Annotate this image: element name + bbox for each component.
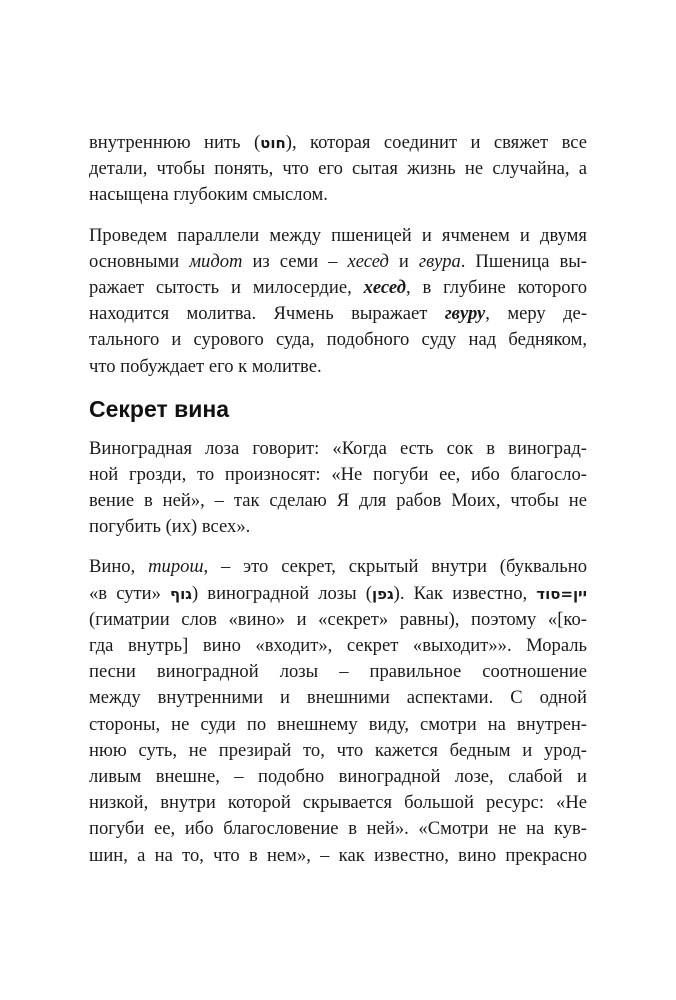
hebrew-word: גפן [371,584,394,603]
text-run: , меру де- [485,303,588,325]
text-line: (гиматрии слов «вино» и «секрет» равны), поэтому «[ко- [89,608,587,630]
text-line: тального и сурового суда, подобного суду над бедняком, [89,329,587,351]
text-run: основными [89,250,190,272]
text-line: нюю суть, не презирай то, что кажется бедным и урод- [89,739,587,761]
text-line [89,249,587,275]
text-line: шин, а на то, что в нем», – как известно, вино прекрасно [89,844,587,866]
text-line: что побуждает его к молитве. [89,355,322,377]
text-run: ). Как известно, [393,582,537,604]
paragraph-4 [89,554,587,868]
text-line: насыщена глубоким смыслом. [89,184,328,206]
bold-italic-term: гвуру [444,303,486,325]
text-line: низкой, внутри которой скрывается большой ресурс: «Не [89,792,587,814]
paragraph-3 [89,436,587,541]
italic-term: гвура [418,250,461,272]
text-line [89,130,587,156]
paragraph-2 [89,223,587,380]
text-line: Проведем параллели между пшеницей и ячменем и двумя [89,224,587,246]
text-line: стороны, не суди по внешнему виду, смотри на внутрен- [89,713,587,735]
text-run: ражает сытость и милосердие, [89,276,364,298]
text-run: и [388,250,419,272]
text-line: ливым внешне, – подобно виноградной лозе, слабой и [89,765,587,787]
text-line [89,581,587,607]
text-run: . Пшеница вы- [460,250,587,272]
section-heading: Секрет вина [89,395,230,422]
text-run: находится молитва. Ячмень выражает [89,303,445,325]
text-line: Виноградная лоза говорит: «Когда есть сок в виноград- [89,437,587,459]
text-line: погуби ее, ибо благословение в ней». «Смотри не на кув- [89,818,587,840]
text-line: детали, чтобы понять, что его сытая жизнь не случайна, а [89,158,587,180]
text-line: вение в ней», – так сделаю Я для рабов Моих, чтобы не [89,490,587,512]
bold-italic-term: хесед [363,276,406,298]
text-line: гда внутрь] вино «входит», секрет «выходит»». Мораль [89,635,587,656]
text-line: между внутренними и внешними аспектами. С одной [89,687,587,709]
text-line [89,554,587,580]
italic-term: мидот [189,250,243,272]
hebrew-word: חוט [260,134,286,152]
italic-term: тирош [148,556,204,578]
text-run: , в глубине которого [405,276,588,298]
book-page [89,130,587,869]
text-line [89,301,587,327]
text-run: , – это секрет, скрытый внутри (буквально [203,556,587,578]
text-run: «в сути» [89,582,170,604]
hebrew-word: יין=סוד [536,584,587,603]
hebrew-word: גוף [170,584,192,603]
text-line [89,275,587,301]
text-run: Вино, [89,556,149,578]
text-line: песни виноградной лозы – правильное соотношение [89,661,587,683]
text-run: внутреннюю нить ( [89,132,261,153]
text-run: ) виноградной лозы ( [191,582,372,604]
text-line: ной грозди, то произносят: «Не погуби ее, ибо благосло- [89,463,587,485]
italic-term: хесед [347,250,389,272]
text-run: из семи – [242,250,348,272]
text-run: ), которая соединит и свяжет все [285,132,588,153]
text-line: погубить (их) всех». [89,516,251,538]
paragraph-1 [89,130,587,209]
